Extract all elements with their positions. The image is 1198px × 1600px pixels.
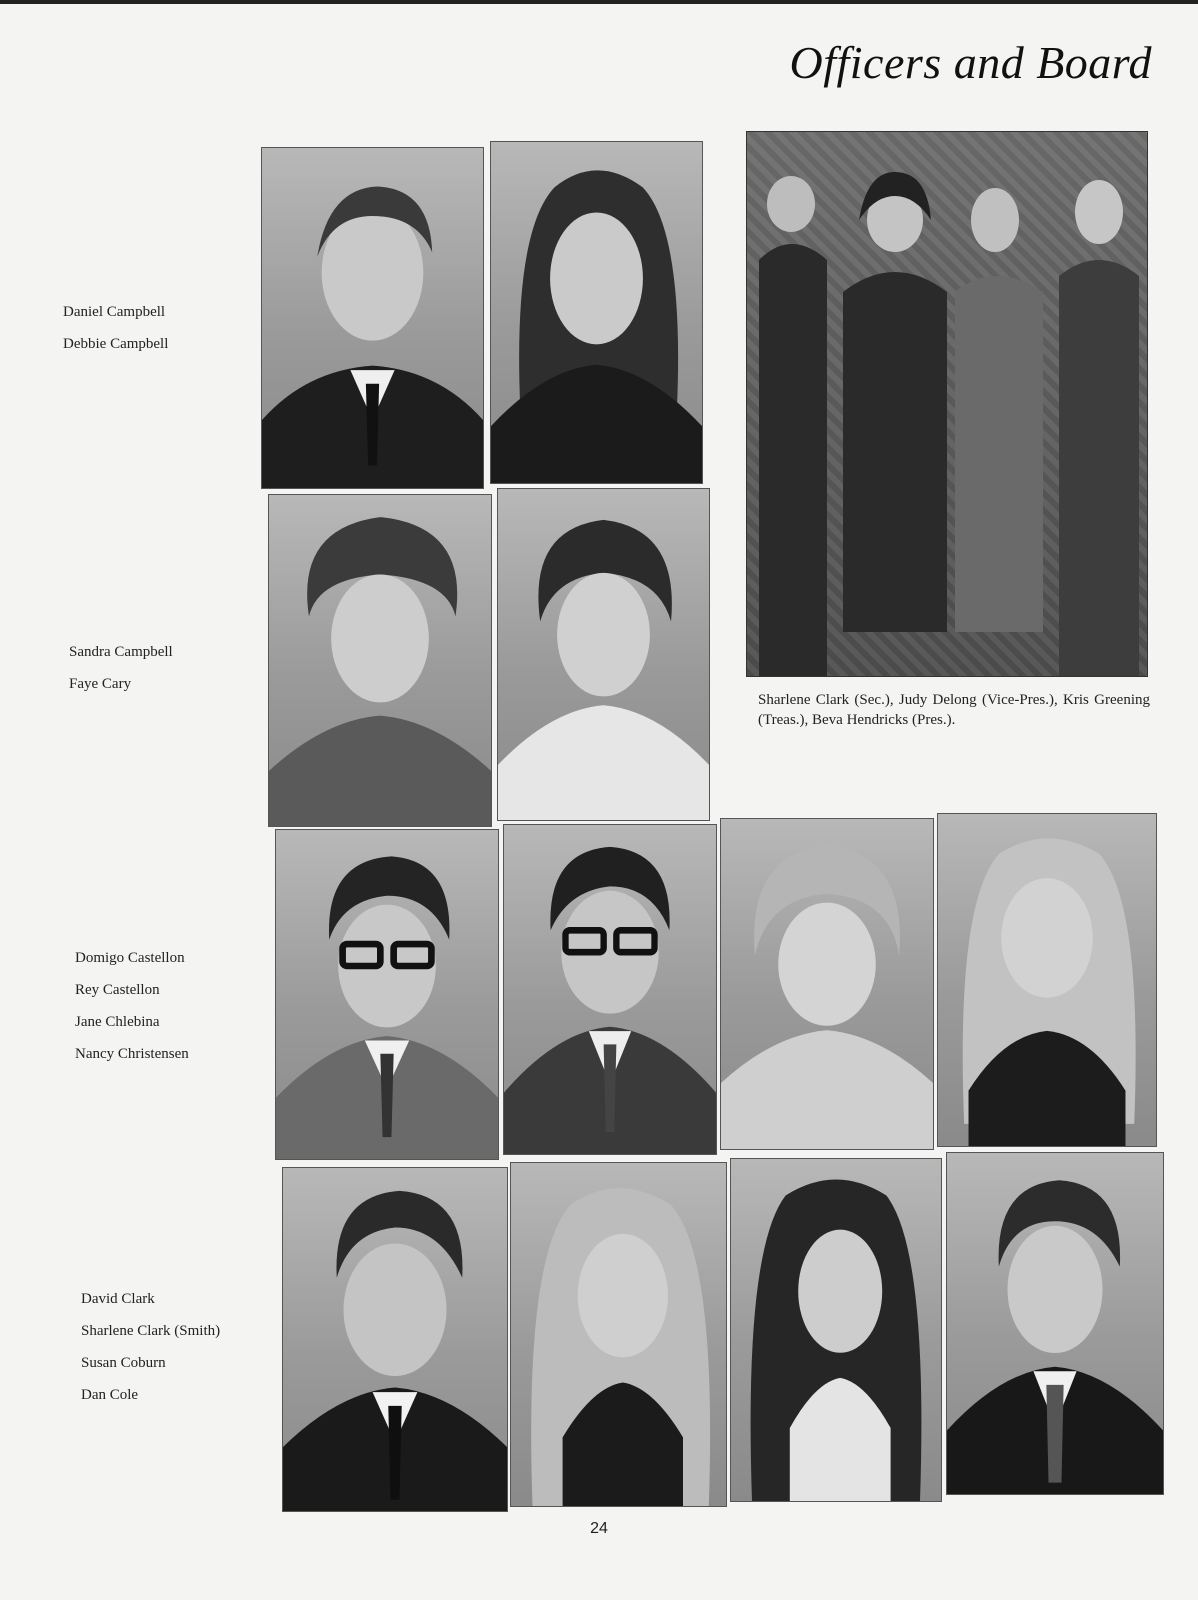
row-2-names (69, 636, 173, 700)
student-name: Susan Coburn (81, 1355, 166, 1371)
student-name: Jane Chlebina (75, 1014, 160, 1030)
portrait-photo (275, 829, 499, 1160)
student-name: Rey Castellon (75, 982, 160, 998)
student-name: Dan Cole (81, 1387, 139, 1403)
page-title: Officers and Board (789, 37, 1152, 88)
portrait-photo (937, 813, 1157, 1147)
portrait-photo (946, 1152, 1164, 1495)
group-photo-caption: Sharlene Clark (Sec.), Judy Delong (Vice-Pres.), Kris Greening (Treas.), Beva Hendricks (Pres.). (758, 692, 1150, 728)
student-name: Sharlene Clark (Smith) (81, 1323, 221, 1339)
portrait-photo (490, 141, 703, 484)
portrait-photo (282, 1167, 508, 1512)
portrait-photo (730, 1158, 942, 1502)
portrait-photo (261, 147, 484, 489)
student-name: David Clark (81, 1291, 155, 1307)
student-name: Faye Cary (69, 676, 132, 692)
officers-group-photo (746, 131, 1148, 677)
row-3-names (75, 942, 189, 1070)
student-name: Sandra Campbell (69, 644, 173, 660)
student-name: Debbie Campbell (63, 336, 169, 352)
row-4-names (81, 1283, 220, 1411)
portrait-photo (268, 494, 492, 827)
student-name: Daniel Campbell (63, 304, 166, 320)
page-number: 24 (590, 1520, 608, 1537)
portrait-photo (503, 824, 717, 1155)
row-1-names (63, 296, 168, 360)
student-name: Domigo Castellon (75, 950, 185, 966)
top-rule (0, 0, 1198, 4)
portrait-photo (497, 488, 710, 821)
portrait-photo (510, 1162, 727, 1507)
student-name: Nancy Christensen (75, 1046, 189, 1062)
portrait-photo (720, 818, 934, 1150)
